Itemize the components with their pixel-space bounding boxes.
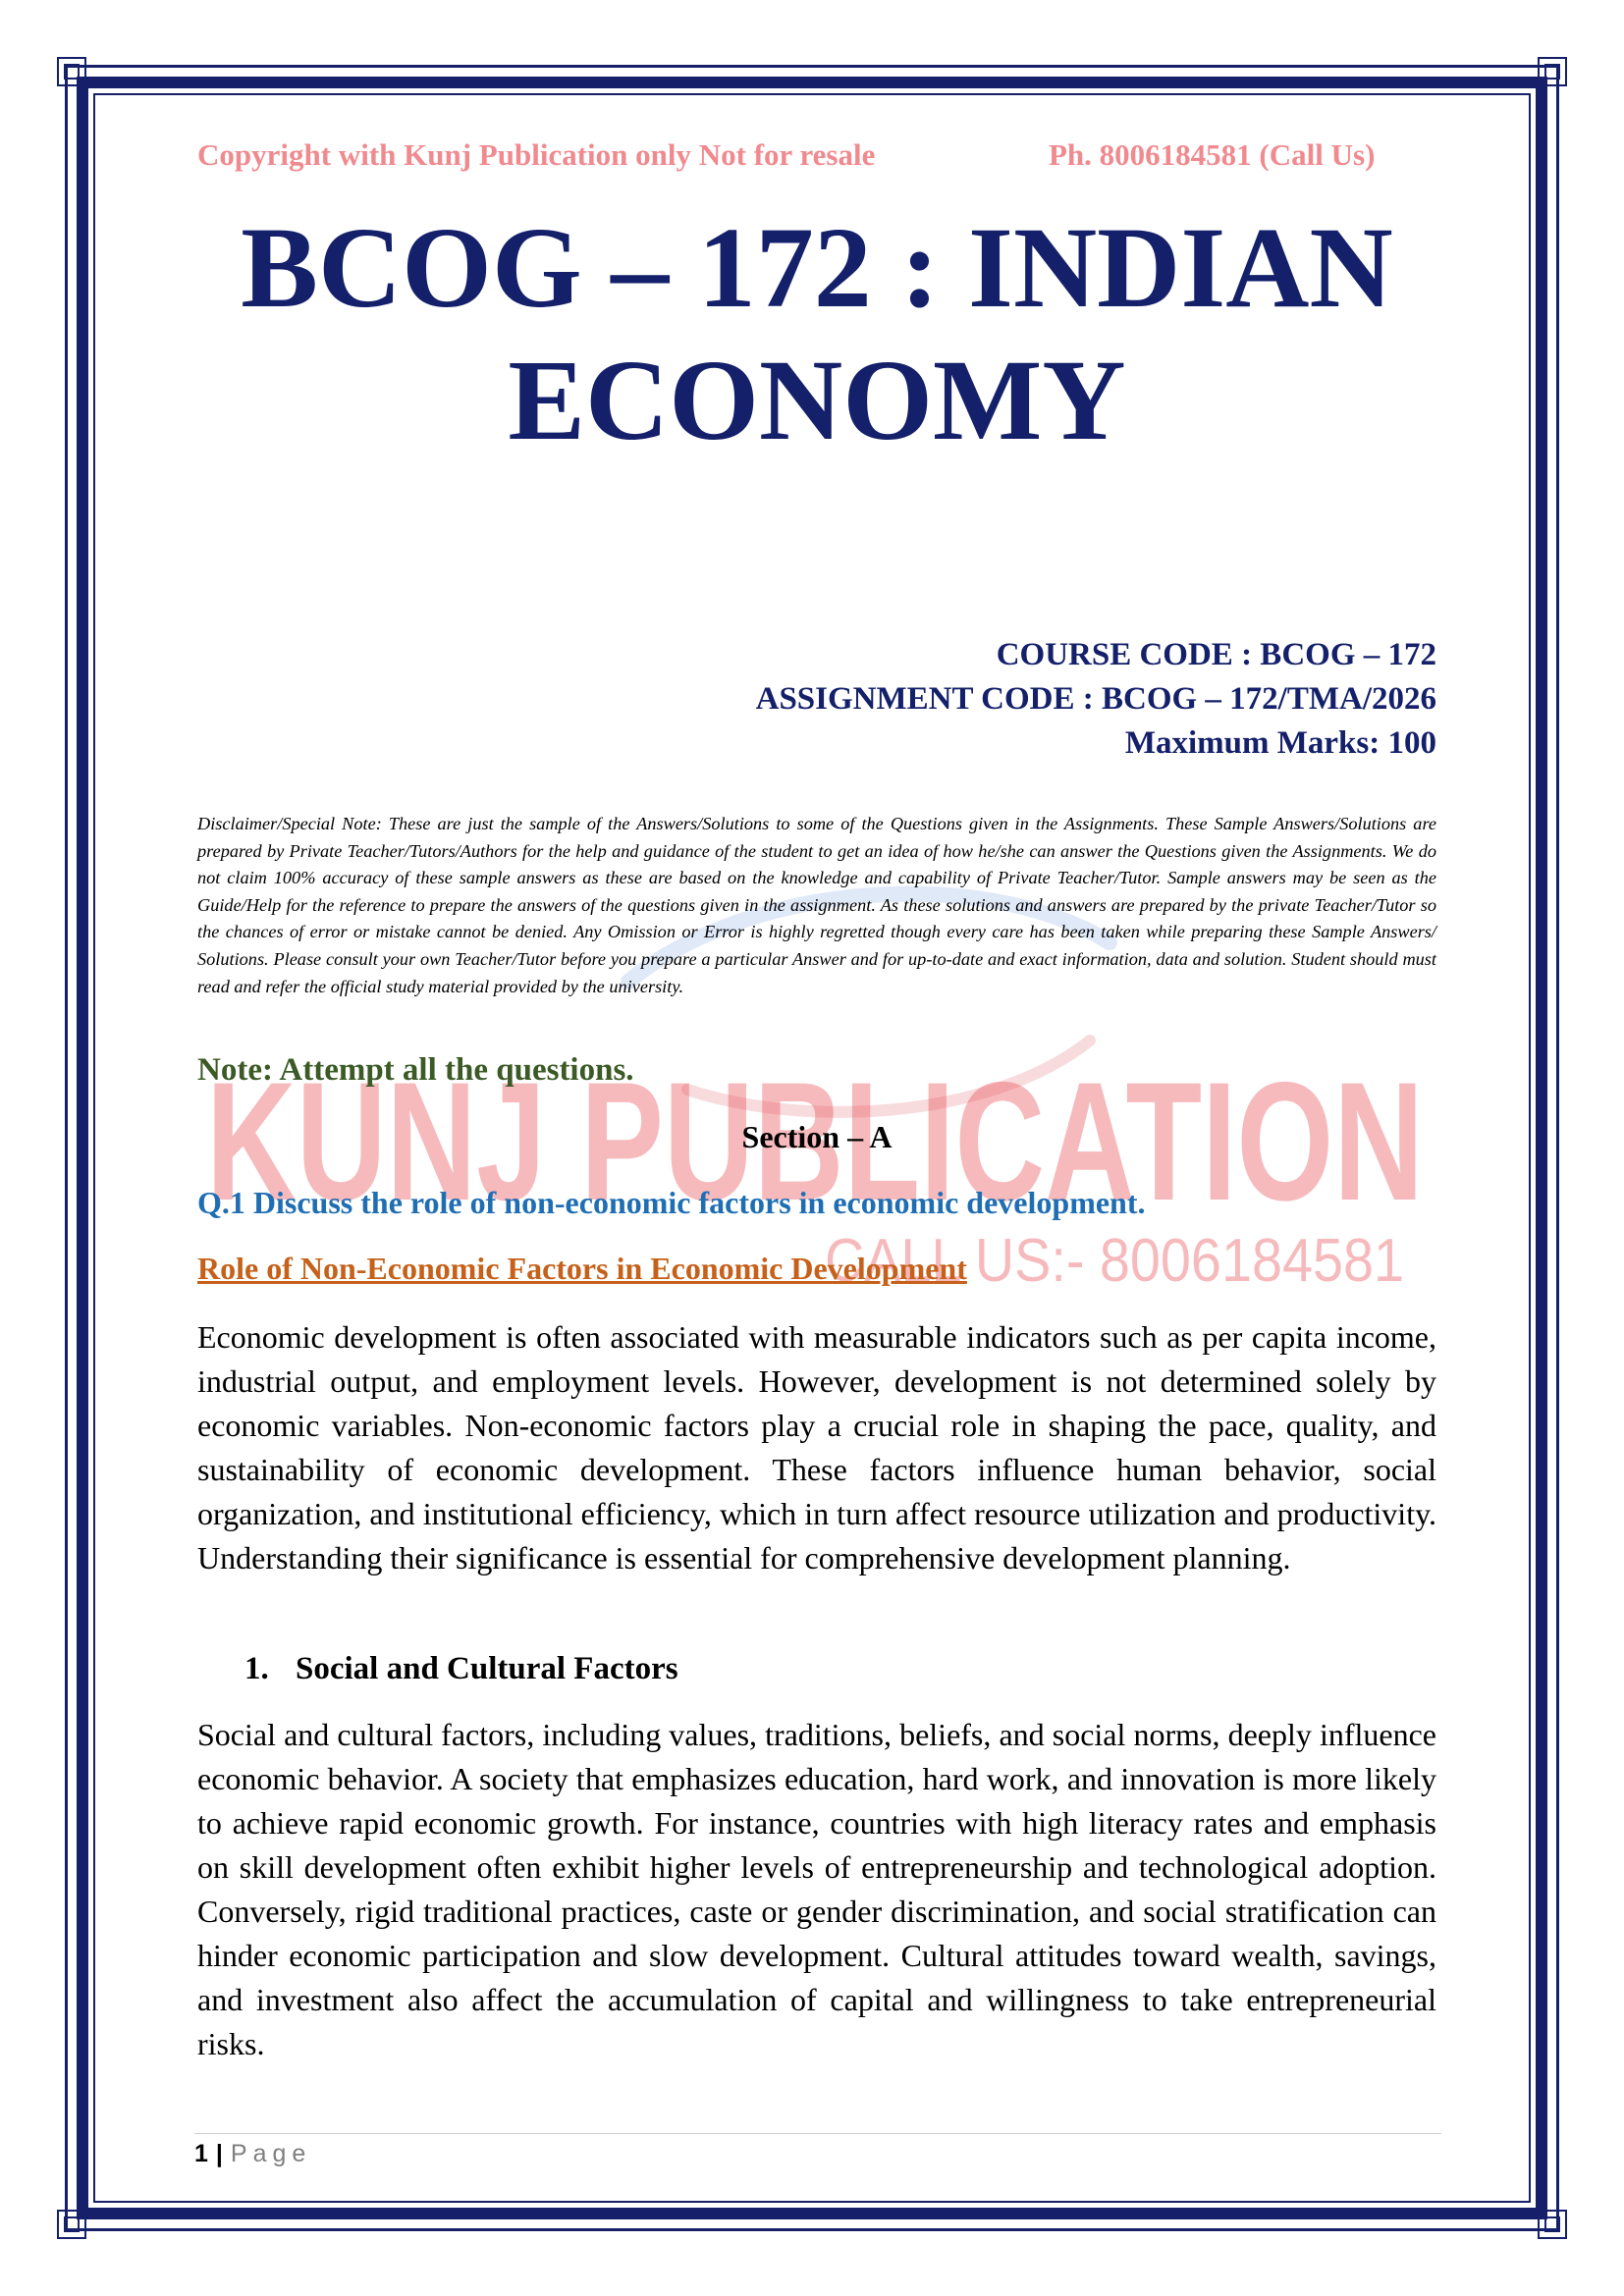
page-footer bbox=[194, 2140, 311, 2168]
corner-ornament-icon bbox=[1538, 57, 1567, 86]
paragraph-social-cultural: Social and cultural factors, including values, traditions, beliefs, and social norms, deeply influence economic behavior. A society that emphasizes education, hard work, and innovation is more likely to achieve rapid economic growth. For instance, countries with high literacy rates and emphasis on skill development often exhibit higher levels of entrepreneurship and technological adoption. Conversely, rigid traditional practices, caste or gender discrimination, and social stratification can hinder economic participation and slow development. Cultural attitudes toward wealth, savings, and investment also affect the accumulation of capital and willingness to take entrepreneurial risks. bbox=[197, 1717, 1436, 2061]
subheading-text: Social and Cultural Factors bbox=[296, 1651, 678, 1686]
footer-divider bbox=[194, 2133, 1441, 2134]
subheading-number: 1. bbox=[244, 1651, 269, 1686]
course-code: COURSE CODE : BCOG – 172 bbox=[996, 637, 1436, 672]
paragraph-intro: Economic development is often associated with measurable indicators such as per capita income, industrial output, and employment levels. However, development is not determined solely by economic variables. Non-economic factors play a crucial role in shaping the pace, quality, and sustainability of economic development. These factors influence human behavior, social organization, and institutional efficiency, which in turn affect resource utilization and productivity. Understanding their significance is essential for comprehensive development planning. bbox=[197, 1319, 1436, 1575]
assignment-meta bbox=[756, 633, 1436, 766]
page-label: Page bbox=[230, 2140, 312, 2167]
disclaimer: Disclaimer/Special Note: These are just the sample of the Answers/Solutions to some of the Questions given in the Assignments. These Sample Answers/Solutions are prepared by Private Teacher/Tutors/Authors for the help and guidance of the student to get an idea of how he/she can answer the Questions given the Assignments. We do not claim 100% accuracy of these sample answers as these are based on the knowledge and capability of Private Teacher/Tutor. Sample answers may be seen as the Guide/Help for the reference to prepare the answers of the questions given in the assignment. As these solutions and answers are prepared by the private Teacher/Tutor so the chances of error or mistake cannot be denied. Any Omission or Error is highly regretted though every care has been taken while preparing these Sample Answers/ Solutions. Please consult your own Teacher/Tutor before you prepare a particular Answer and for up-to-date and exact information, data and solution. Student should must read and refer the official study material provided by the university. bbox=[197, 814, 1436, 996]
corner-ornament-icon bbox=[57, 57, 86, 86]
contact-phone: Ph. 8006184581 (Call Us) bbox=[1049, 137, 1376, 172]
footer-separator: | bbox=[215, 2140, 223, 2167]
corner-ornament-icon bbox=[1538, 2210, 1567, 2239]
question-text: Q.1 Discuss the role of non-economic factors in economic development. bbox=[197, 1185, 1146, 1220]
subheading-social-cultural bbox=[244, 1651, 678, 1687]
answer-heading: Role of Non-Economic Factors in Economic Development bbox=[197, 1251, 967, 1286]
title-line-1: BCOG – 172 : INDIAN bbox=[241, 203, 1393, 332]
assignment-code: ASSIGNMENT CODE : BCOG – 172/TMA/2026 bbox=[755, 681, 1436, 717]
corner-ornament-icon bbox=[57, 2210, 86, 2239]
watermark-call: CALL US:- 8006184581 bbox=[825, 1227, 1404, 1295]
instruction-note: Note: Attempt all the questions. bbox=[197, 1052, 634, 1088]
copyright-notice: Copyright with Kunj Publication only Not for resale bbox=[197, 137, 876, 172]
document-title bbox=[197, 201, 1436, 466]
title-line-2: ECONOMY bbox=[508, 336, 1126, 464]
watermark-brand: KUNJ PUBLICATION bbox=[206, 1047, 1424, 1236]
page-number: 1 bbox=[194, 2140, 208, 2167]
maximum-marks: Maximum Marks: 100 bbox=[1124, 725, 1436, 761]
section-heading: Section – A bbox=[741, 1119, 893, 1154]
